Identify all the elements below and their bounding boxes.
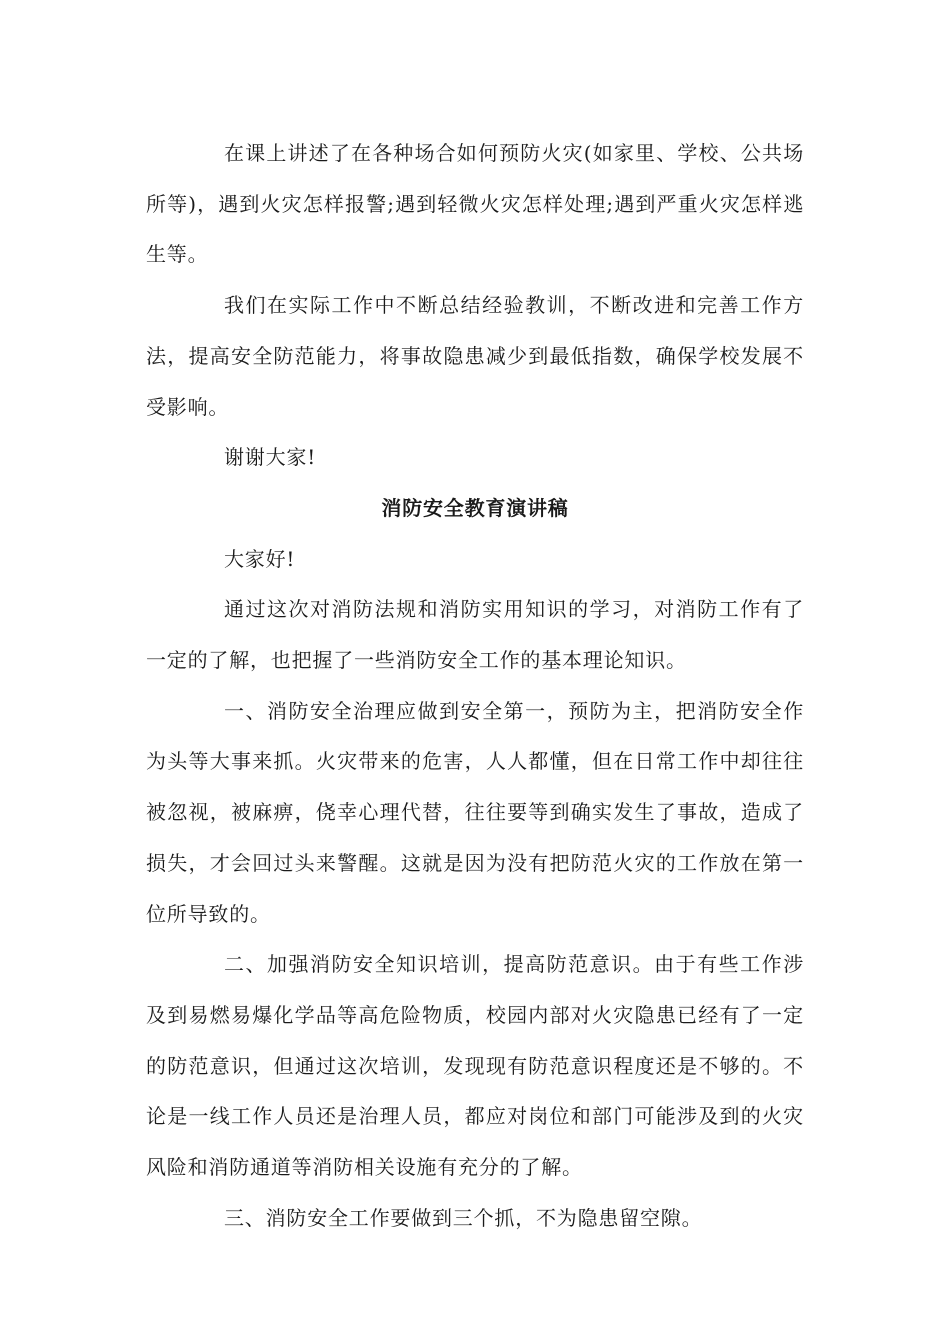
- paragraph-point-one: 一、消防安全治理应做到安全第一，预防为主，把消防安全作为头等大事来抓。火灾带来的危害，人人都懂，但在日常工作中却往往被忽视，被麻痹，侥幸心理代替，往往要等到确实发生了事故，造成了损失，才会回过头来警醒。这就是因为没有把防范火灾的工作放在第一位所导致的。: [146, 698, 804, 926]
- document-page: [146, 128, 804, 1243]
- paragraph-intro: 通过这次对消防法规和消防实用知识的学习，对消防工作有了一定的了解，也把握了一些消防安全工作的基本理论知识。: [146, 597, 804, 673]
- speech-title: 消防安全教育演讲稿: [381, 495, 569, 520]
- paragraph-point-three: 三、消防安全工作要做到三个抓，不为隐患留空隙。: [224, 1205, 703, 1230]
- paragraph-point-two: 二、加强消防安全知识培训，提高防范意识。由于有些工作涉及到易燃易爆化学品等高危险物质，校园内部对火灾隐患已经有了一定的防范意识，但通过这次培训，发现现有防范意识程度还是不够的。不论是一线工作人员还是治理人员，都应对岗位和部门可能涉及到的火灾风险和消防通道等消防相关设施有充分的了解。: [146, 952, 804, 1180]
- paragraph-greeting: 大家好!: [224, 546, 296, 571]
- paragraph-thanks: 谢谢大家!: [224, 445, 317, 470]
- paragraph-work-improvement: 我们在实际工作中不断总结经验教训，不断改进和完善工作方法，提高安全防范能力，将事故隐患减少到最低指数，确保学校发展不受影响。: [146, 293, 804, 419]
- paragraph-fire-prevention-lecture: 在课上讲述了在各种场合如何预防火灾(如家里、学校、公共场所等)，遇到火灾怎样报警;遇到轻微火灾怎样处理;遇到严重火灾怎样逃生等。: [146, 141, 804, 267]
